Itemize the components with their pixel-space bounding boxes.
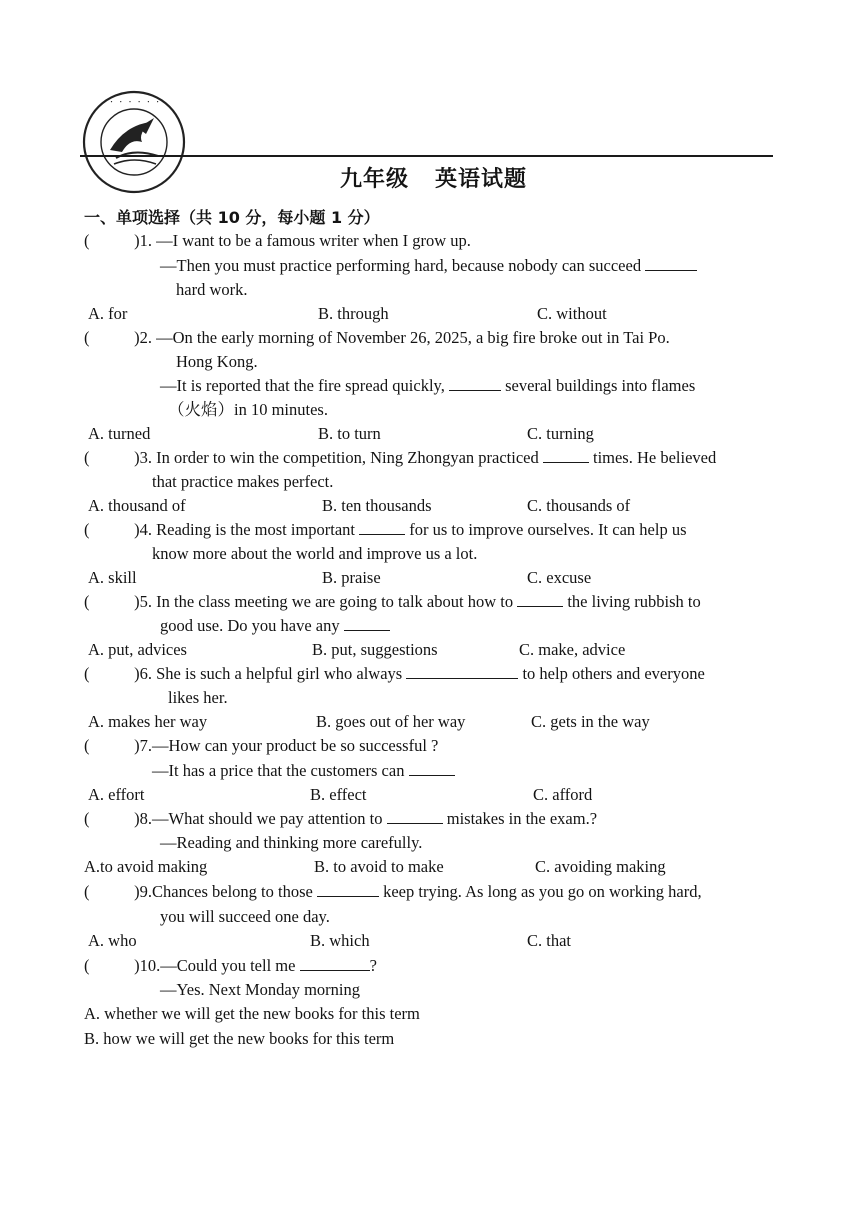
title-subject: 英语试题 [435,167,528,192]
question-3-option-c: C. thousands of [527,496,631,515]
question-1-line-2: —Then you must practice performing hard, because nobody can succeed [160,255,697,277]
question-4-option-c: C. excuse [527,568,592,587]
question-3-option-b: B. ten thousands [322,496,432,515]
question-1-option-a: A. for [88,304,128,323]
question-9-option-c: C. that [527,931,571,950]
question-10-option-a: A. whether we will get the new books for this term [84,1004,420,1023]
question-5-option-a: A. put, advices [88,640,187,659]
question-6-option-b: B. goes out of her way [316,712,466,731]
question-9-line-2: you will succeed one day. [160,907,330,926]
question-9-line-1: ( )9.Chances belong to those keep trying. As long as you go on working hard, [84,882,702,901]
question-2-line-4: （火焰）in 10 minutes. [168,400,328,419]
question-1-option-c: C. without [537,304,607,323]
question-7-line-2: —It has a price that the customers can [152,760,455,782]
question-9-option-b: B. which [310,931,370,950]
question-5-line-2: good use. Do you have any [160,615,390,637]
question-10-line-1: ( )10.—Could you tell me ? [84,956,377,975]
question-4-option-a: A. skill [88,568,137,587]
question-5-option-b: B. put, suggestions [312,640,438,659]
question-3-option-a: A. thousand of [88,496,186,515]
question-3-line-2: that practice makes perfect. [152,472,334,491]
question-8-option-c: C. avoiding making [535,857,666,876]
header-rule [80,155,773,157]
question-2-option-c: C. turning [527,424,594,443]
question-8-line-1: ( )8.—What should we pay attention to mistakes in the exam.? [84,809,598,828]
question-10-line-2: —Yes. Next Monday morning [160,980,360,999]
question-1-option-b: B. through [318,304,389,323]
question-2-line-3: —It is reported that the fire spread quickly, several buildings into flames [160,376,696,395]
question-6-option-a: A. makes her way [88,712,208,731]
question-4-option-b: B. praise [322,568,381,587]
question-5-option-c: C. make, advice [519,640,626,659]
question-4-line-2: know more about the world and improve us a lot. [152,544,478,563]
question-5-line-1: ( )5. In the class meeting we are going to talk about how to the living rubbish to [84,592,701,611]
question-3-line-1: ( )3. In order to win the competition, Ning Zhongyan practiced times. He believed [84,448,717,467]
question-6-line-1: ( )6. She is such a helpful girl who always to help others and everyone [84,664,705,683]
svg-text:・ ・ ・ ・ ・ ・: ・ ・ ・ ・ ・ ・ [108,98,162,106]
question-10-option-b: B. how we will get the new books for this term [84,1029,395,1048]
question-9-option-a: A. who [88,931,137,950]
question-1-line-1: ( )1. —I want to be a famous writer when I grow up. [84,231,471,250]
question-7-option-c: C. afford [533,785,593,804]
question-2-line-2: Hong Kong. [176,352,258,371]
question-7-option-a: A. effort [88,785,145,804]
question-1-line-3: hard work. [176,280,248,299]
page-title [0,162,867,193]
question-2-option-a: A. turned [88,424,151,443]
question-6-line-2: likes her. [168,688,228,707]
question-7-option-b: B. effect [310,785,367,804]
question-8-option-b: B. to avoid to make [314,857,444,876]
question-8-option-a: A.to avoid making [84,857,208,876]
question-4-line-1: ( )4. Reading is the most important for us to improve ourselves. It can help us [84,520,687,539]
question-7-line-1: ( )7.—How can your product be so successful ? [84,736,439,755]
question-2-option-b: B. to turn [318,424,381,443]
question-8-line-2: —Reading and thinking more carefully. [160,833,423,852]
section-heading: 一、单项选择（共 10 分，每小题 1 分） [84,208,380,227]
question-2-line-1: ( )2. —On the early morning of November 26, 2025, a big fire broke out in Tai Po. [84,328,670,347]
question-6-option-c: C. gets in the way [531,712,650,731]
title-grade: 九年级 [339,167,409,192]
